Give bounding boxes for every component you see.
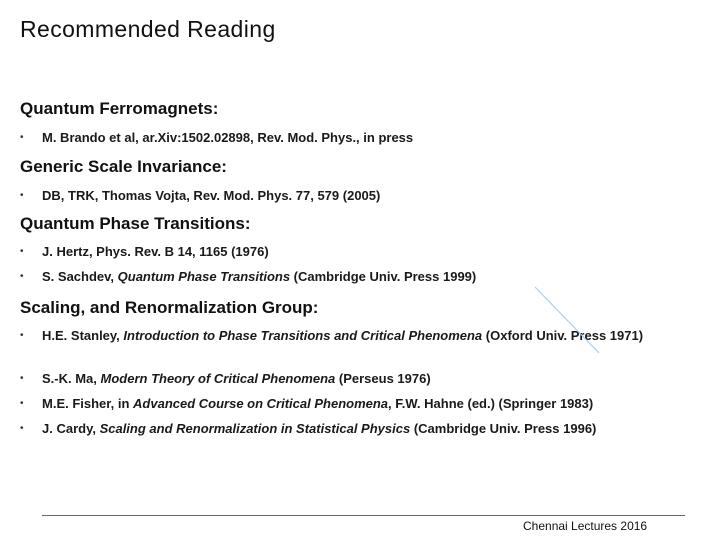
section-heading-quantum-ferromagnets: Quantum Ferromagnets: bbox=[20, 99, 219, 118]
reference-text bbox=[42, 395, 660, 412]
footer-divider bbox=[42, 515, 685, 516]
reference-publisher: (Cambridge Univ. Press 1996) bbox=[410, 421, 597, 436]
reference-item bbox=[20, 187, 660, 204]
slide-title: Recommended Reading bbox=[20, 16, 276, 42]
reference-item bbox=[20, 420, 660, 437]
bullet-icon: • bbox=[20, 373, 24, 384]
reference-text: M. Brando et al, ar.Xiv:1502.02898, Rev. Mod. Phys., in press bbox=[42, 130, 414, 145]
reference-text: J. Hertz, Phys. Rev. B 14, 1165 (1976) bbox=[42, 244, 269, 259]
bullet-icon: • bbox=[20, 271, 24, 282]
reference-text bbox=[42, 420, 660, 437]
reference-text bbox=[42, 268, 660, 285]
reference-item bbox=[20, 370, 660, 387]
footer-text: Chennai Lectures 2016 bbox=[523, 519, 648, 533]
reference-text: DB, TRK, Thomas Vojta, Rev. Mod. Phys. 77, 579 (2005) bbox=[42, 188, 381, 203]
bullet-icon: • bbox=[20, 398, 24, 409]
reference-publisher: , F.W. Hahne (ed.) (Springer 1983) bbox=[388, 396, 594, 411]
reference-item bbox=[20, 243, 660, 260]
reference-item bbox=[20, 395, 660, 412]
reference-item bbox=[20, 268, 660, 285]
reference-author: H.E. Stanley, bbox=[42, 328, 124, 343]
reference-text bbox=[42, 370, 660, 387]
reference-publisher: (Oxford Univ. Press 1971) bbox=[482, 328, 644, 343]
bullet-icon: • bbox=[20, 246, 24, 257]
reference-author: J. Cardy, bbox=[42, 421, 100, 436]
section-heading-quantum-phase-transitions: Quantum Phase Transitions: bbox=[20, 214, 251, 233]
reference-book-title: Scaling and Renormalization in Statistical Physics bbox=[99, 421, 411, 436]
bullet-icon: • bbox=[20, 132, 24, 143]
reference-author: S.-K. Ma, bbox=[42, 371, 101, 386]
bullet-icon: • bbox=[20, 423, 24, 434]
reference-book-title: Advanced Course on Critical Phenomena bbox=[133, 396, 389, 411]
bullet-icon: • bbox=[20, 190, 24, 201]
section-heading-scaling-rg: Scaling, and Renormalization Group: bbox=[20, 298, 319, 317]
bullet-icon: • bbox=[20, 330, 24, 341]
section-heading-generic-scale-invariance: Generic Scale Invariance: bbox=[20, 157, 227, 176]
reference-book-title: Modern Theory of Critical Phenomena bbox=[100, 371, 336, 386]
reference-book-title: Quantum Phase Transitions bbox=[117, 269, 291, 284]
reference-publisher: (Perseus 1976) bbox=[335, 371, 431, 386]
reference-item bbox=[20, 129, 660, 146]
reference-author: M.E. Fisher, in bbox=[42, 396, 134, 411]
decorative-line bbox=[534, 286, 600, 354]
reference-author: S. Sachdev, bbox=[42, 269, 118, 284]
reference-book-title: Introduction to Phase Transitions and Critical Phenomena bbox=[123, 328, 483, 343]
reference-publisher: (Cambridge Univ. Press 1999) bbox=[290, 269, 477, 284]
